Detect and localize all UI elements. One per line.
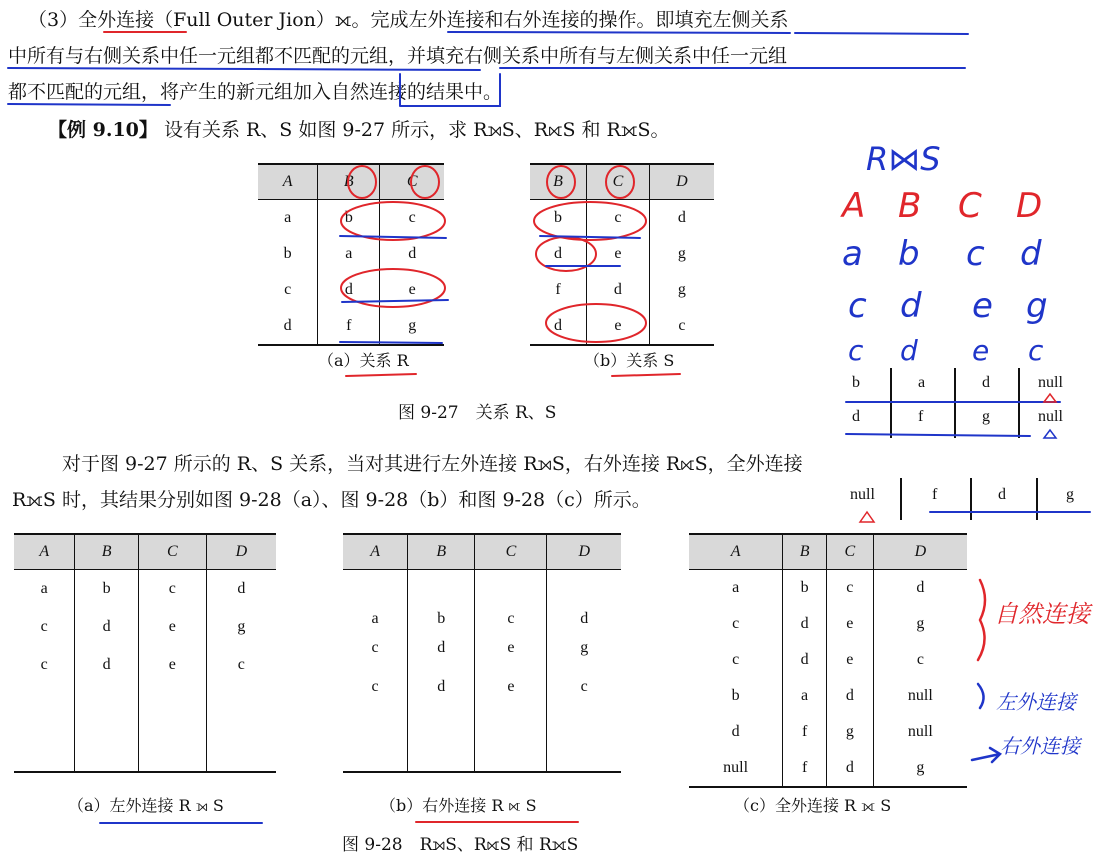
table-cell: null xyxy=(689,750,783,787)
table-cell: g xyxy=(873,750,967,787)
table-header: C xyxy=(586,164,649,200)
table-cell: d xyxy=(408,668,475,706)
ink-underline xyxy=(448,32,790,33)
table-cell: e xyxy=(826,642,873,678)
table-cell: c xyxy=(371,639,379,657)
table-cell: g xyxy=(547,629,621,667)
hw-cell: g xyxy=(1026,286,1048,326)
hw-header-d: D xyxy=(1016,186,1043,226)
table-cell: e xyxy=(138,646,206,684)
example-label: 【例 9.10】 xyxy=(48,119,158,141)
table-cell: d xyxy=(318,272,380,308)
table-cell: a xyxy=(284,209,292,226)
hw-cell: null xyxy=(850,486,875,503)
table-cell: d xyxy=(258,308,318,345)
table-cell: f xyxy=(783,750,827,787)
table-header: B xyxy=(75,534,138,570)
figure-9-27-caption: 图 9-27 关系 R、S xyxy=(398,403,557,423)
ink-underline xyxy=(340,342,442,343)
table-cell: d xyxy=(873,570,967,607)
paragraph-full-outer-join-line3: 都不匹配的元组，将产生的新元组加入自然连接的结果中。 xyxy=(8,81,503,103)
table-cell: d xyxy=(75,646,138,684)
note-right-outer-join: 右外连接 xyxy=(1000,734,1080,758)
table-cell: c xyxy=(649,308,714,345)
hw-cell: a xyxy=(918,374,926,391)
ink-triangle xyxy=(1044,430,1056,438)
ink-box xyxy=(400,74,500,106)
hw-cell: d xyxy=(998,486,1006,503)
table-cell: a xyxy=(783,678,827,714)
table-cell: c xyxy=(371,677,379,695)
hw-cell: e xyxy=(972,286,993,326)
table-header: B xyxy=(530,164,586,200)
table-cell: b xyxy=(731,687,740,704)
table-cell: d xyxy=(826,678,873,714)
hw-cell: a xyxy=(842,234,863,274)
left-outer-join-caption: （a）左外连接 R ⟕ S xyxy=(68,796,224,815)
table-cell: a xyxy=(371,610,379,628)
table-cell: d xyxy=(75,608,138,646)
ink-underline xyxy=(340,236,446,238)
hw-cell: g xyxy=(982,408,990,425)
hw-cell: d xyxy=(852,408,860,425)
table-header: C xyxy=(380,164,444,200)
ink-oval xyxy=(341,202,445,240)
ink-triangle xyxy=(860,512,874,522)
table-header: D xyxy=(649,164,714,200)
table-header: C xyxy=(475,534,547,570)
relation-s-caption: （b）关系 S xyxy=(584,351,675,370)
table-cell: d xyxy=(553,245,562,262)
table-header: C xyxy=(826,534,873,570)
paragraph-outer-join-line1: 对于图 9-27 所示的 R、S 关系，当对其进行左外连接 R⟕S，右外连接 R⟖S，全外连接 xyxy=(62,453,803,475)
table-cell: f xyxy=(555,281,561,298)
paragraph-outer-join-line2: R⟗S 时，其结果分别如图 9-28（a）、图 9-28（b）和图 9-28（c）所示。 xyxy=(12,489,651,511)
hw-header-b: B xyxy=(898,186,922,226)
table-cell: d xyxy=(380,236,444,272)
hw-cell: c xyxy=(1028,334,1044,367)
ink-circle xyxy=(348,166,376,198)
ink-circle xyxy=(411,166,439,198)
hw-header-a: A xyxy=(842,186,866,226)
table-cell: e xyxy=(586,308,649,345)
table-cell: d xyxy=(826,750,873,787)
ink-underline xyxy=(342,300,448,302)
table-header: C xyxy=(138,534,206,570)
table-header: D xyxy=(206,534,276,570)
ink-arrow xyxy=(972,748,1000,762)
table-cell: e xyxy=(380,272,444,308)
table-cell: c xyxy=(138,570,206,608)
ink-underline xyxy=(8,104,170,105)
table-header: A xyxy=(14,534,75,570)
table-cell: a xyxy=(732,579,740,596)
ink-oval xyxy=(534,202,646,240)
table-header: B xyxy=(408,534,475,570)
table-cell: c xyxy=(826,570,873,607)
hw-cell: c xyxy=(848,334,864,367)
table-cell: a xyxy=(40,579,48,597)
table-cell: c xyxy=(40,655,48,673)
table-cell: c xyxy=(40,617,48,635)
ink-underline xyxy=(846,434,1030,436)
paragraph-full-outer-join-line2: 中所有与右侧关系中任一元组都不匹配的元组，并填充右侧关系中所有与左侧关系中任一元组 xyxy=(8,45,788,67)
table-cell: c xyxy=(547,668,621,706)
table-cell: e xyxy=(826,606,873,642)
table-cell: g xyxy=(380,308,444,345)
table-header: B xyxy=(783,534,827,570)
table-cell: c xyxy=(873,642,967,678)
table-cell: d xyxy=(649,200,714,237)
handwritten-title: R⋈S xyxy=(866,140,941,178)
table-header: D xyxy=(873,534,967,570)
table-cell: g xyxy=(649,272,714,308)
hw-header-c: C xyxy=(958,186,982,226)
full-outer-join-caption: （c）全外连接 R ⟗ S xyxy=(734,796,892,815)
table-cell: e xyxy=(138,608,206,646)
table-cell: b xyxy=(283,245,292,262)
table-cell: f xyxy=(783,714,827,750)
table-cell: c xyxy=(732,651,740,668)
hw-cell: f xyxy=(932,486,938,503)
table-cell: e xyxy=(475,629,547,667)
hw-cell: d xyxy=(900,334,918,367)
hw-cell: d xyxy=(900,286,922,326)
table-cell: c xyxy=(475,570,547,630)
hw-cell: f xyxy=(918,408,924,425)
hw-cell: b xyxy=(852,374,860,391)
table-cell: g xyxy=(649,236,714,272)
relation-r-caption: （a）关系 R xyxy=(318,351,409,370)
note-left-outer-join: 左外连接 xyxy=(996,690,1076,714)
hw-cell: d xyxy=(982,374,990,391)
ink-bracket xyxy=(978,684,984,708)
table-cell: d xyxy=(783,642,827,678)
table-cell: b xyxy=(408,570,475,630)
table-cell: d xyxy=(731,723,740,740)
table-header: A xyxy=(258,164,318,200)
table-cell: d xyxy=(206,570,276,608)
table-cell: null xyxy=(873,714,967,750)
hw-cell: e xyxy=(972,334,990,367)
ink-circle xyxy=(606,166,634,198)
table-cell: b xyxy=(75,570,138,608)
ink-oval xyxy=(546,304,646,342)
right-outer-join-caption: （b）右外连接 R ⟖ S xyxy=(380,796,537,815)
table-header: A xyxy=(689,534,783,570)
paragraph-full-outer-join-line1: （3）全外连接（Full Outer Jion）⟗。完成左外连接和右外连接的操作。即填充左侧关系 xyxy=(28,9,789,31)
table-cell: g xyxy=(873,606,967,642)
table-cell: f xyxy=(318,308,380,345)
ink-underline-red xyxy=(612,374,680,376)
table-cell: d xyxy=(586,272,649,308)
hw-cell: c xyxy=(848,286,867,326)
hw-cell: b xyxy=(898,234,920,274)
example-text: 设有关系 R、S 如图 9-27 所示，求 R⟕S、R⟖S 和 R⟗S。 xyxy=(163,119,670,141)
table-cell: c xyxy=(380,200,444,237)
figure-9-28-caption: 图 9-28 R⟕S、R⟖S 和 R⟗S xyxy=(342,835,579,855)
table-cell: b xyxy=(318,200,380,237)
table-cell: g xyxy=(206,608,276,646)
table-header: D xyxy=(547,534,621,570)
table-cell: d xyxy=(408,629,475,667)
hw-cell: g xyxy=(1066,486,1074,503)
ink-underline-red xyxy=(346,374,416,376)
table-cell: a xyxy=(318,236,380,272)
table-cell: e xyxy=(586,236,649,272)
ink-triangle xyxy=(1044,394,1056,402)
table-cell: c xyxy=(586,200,649,237)
table-cell: g xyxy=(826,714,873,750)
table-header: A xyxy=(343,534,408,570)
ink-underline xyxy=(795,33,968,34)
hw-cell: null xyxy=(1038,408,1063,425)
ink-bracket xyxy=(978,580,985,660)
ink-circle xyxy=(547,166,575,198)
table-cell: null xyxy=(873,678,967,714)
table-cell: c xyxy=(206,646,276,684)
table-cell: d xyxy=(783,606,827,642)
table-cell: c xyxy=(732,615,740,632)
table-cell: e xyxy=(475,668,547,706)
hw-cell: c xyxy=(966,234,985,274)
hw-cell: d xyxy=(1020,234,1042,274)
hw-cell: null xyxy=(1038,374,1063,391)
table-cell: c xyxy=(284,281,292,298)
table-cell: d xyxy=(547,570,621,630)
ink-underline xyxy=(8,68,480,70)
table-header: B xyxy=(318,164,380,200)
table-cell: d xyxy=(530,308,586,345)
table-cell: b xyxy=(783,570,827,607)
table-cell: b xyxy=(553,209,562,226)
note-natural-join: 自然连接 xyxy=(994,600,1090,628)
